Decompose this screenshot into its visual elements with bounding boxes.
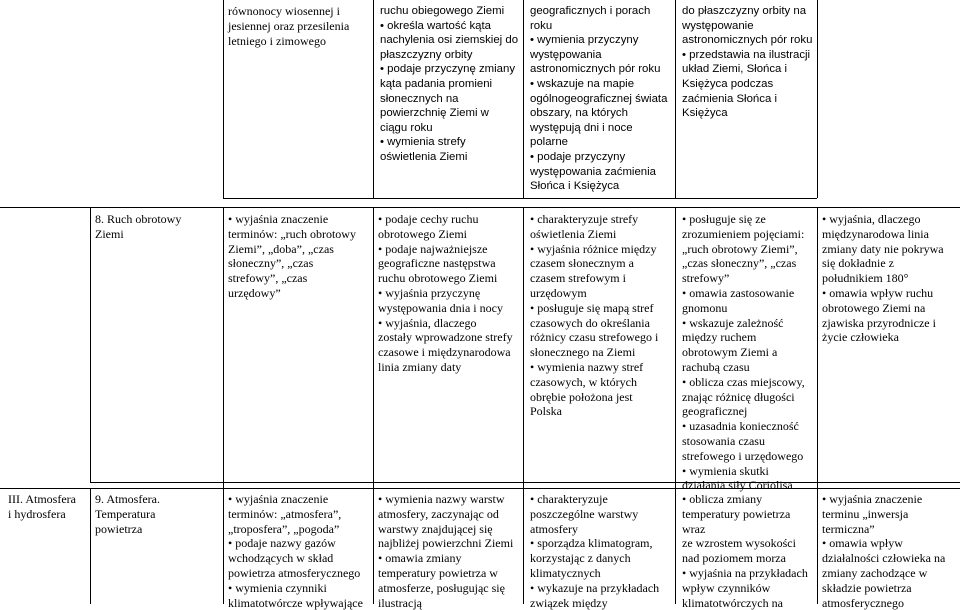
text-line: działania siły Coriolisa [682,478,793,493]
top-c4-cell [530,4,667,194]
text-line: termiczna” [822,521,875,536]
text-line: polarne [530,136,568,149]
text-line: klimatotwórcze wpływające [228,595,363,610]
text-line: • podaje przyczynę zmiany [380,63,516,76]
text-line: wraz [682,521,706,536]
grid-line [90,207,91,482]
text-line: strefowy”, „czas [228,271,308,286]
text-line: składzie powietrza [822,580,912,595]
text-line: • wyjaśnia, dlaczego [822,212,921,226]
text-line: warstwy znajdującej się [378,521,493,536]
text-line: • sporządza klimatogram, [530,536,653,551]
text-line: • podaje nazwy gazów [228,536,336,551]
text-line: Słońca i Księżyca [530,180,620,193]
text-line: terminów: „atmosfera”, [228,506,342,521]
text-line: Księżyca podczas [682,77,774,90]
text-line: • wyjaśnia na przykładach [682,565,808,580]
text-line: temperatury powietrza [682,506,791,521]
row8-c3-cell [378,212,513,375]
text-line: słonecznego na Ziemi [530,345,636,360]
text-line: zmiany zachodzące w [822,565,928,580]
row8-c5-cell [682,212,805,493]
text-line: czasem słonecznym a [530,256,634,271]
text-line: ruchu obiegowego Ziemi [380,5,505,17]
text-line: ruchu obrotowego Ziemi [378,271,498,286]
text-line: układ Ziemi, Słońca i [682,63,788,76]
text-line: równonocy wiosennej i [228,4,340,18]
text-line: • wymienia nazwy stref [530,359,644,374]
text-line: • wymienia przyczyny [530,34,639,47]
text-line: różnicy czasu strefowego i [530,330,659,345]
text-line: południkiem 180° [822,271,909,286]
text-line: ze wzrostem wysokości [682,536,796,551]
text-line: klimatycznych [530,565,601,580]
text-line: się dokładnie z [822,256,894,271]
text-line: • omawia zastosowanie [682,285,795,300]
text-line: wpływ czynników [682,580,771,595]
text-line: zostały wprowadzone strefy [378,330,513,345]
text-line: „troposfera”, „pogoda” [228,521,340,536]
text-line: • wyjaśnia różnice między [530,241,657,256]
text-line: obszary, na których [530,107,628,120]
text-line: Ziemi”, „doba”, „czas [228,241,334,256]
text-line: terminów: „ruch obrotowy [228,226,356,241]
row9-topic-cell [95,492,160,536]
text-line: Temperatura [95,506,156,521]
row8-c2-cell [228,212,356,301]
text-line: słoneczny”, „czas [228,256,314,271]
text-line: • uzasadnia konieczność [682,419,799,434]
text-line: wchodzących w skład [228,551,334,566]
text-line: strefowy” [682,271,730,286]
grid-line [373,207,374,604]
text-line: • wyjaśnia przyczynę [378,285,481,300]
text-line: atmosfery [530,521,578,536]
text-line: czasowe i międzynarodowa [378,345,511,360]
grid-line [523,0,524,198]
text-line: • wymienia czynniki [228,580,327,595]
text-line: zmiany daty nie pokrywa [822,241,944,256]
text-line: • podaje cechy ruchu [378,212,479,226]
text-line: czasowych, w których [530,374,637,389]
text-line: geograficznej [682,404,748,419]
text-line: • omawia wpływ ruchu [822,285,934,300]
text-line: międzynarodowa linia [822,226,929,241]
text-line: temperatury powietrza w [378,565,498,580]
text-line: obrotowym Ziemi a [682,345,778,360]
grid-line [817,207,818,604]
text-line: • omawia zmiany [378,551,462,566]
text-line: czasem strefowym i [530,271,626,286]
text-line: strefowego i urzędowego [682,448,804,463]
grid-line [0,207,960,208]
text-line: najbliżej powierzchni Ziemi [378,536,514,551]
text-line: nad poziomem morza [682,551,786,566]
text-line: • podaje przyczyny [530,150,626,163]
text-line: rachubą czasu [682,359,750,374]
text-line: powietrza [95,521,143,536]
text-line: jesiennej oraz przesilenia [228,18,350,33]
text-line: urzędowym [530,285,587,300]
text-line: • wykazuje na przykładach [530,580,660,595]
text-line: • posługuje się mapą stref [530,300,654,315]
text-line: • omawia wpływ [822,536,903,551]
grid-line [373,0,374,198]
text-line: oświetlenia Ziemi [530,226,617,241]
grid-line [90,488,91,604]
text-line: korzystając z danych [530,551,631,566]
text-line: zjawiska przyrodnicze i [822,315,936,330]
text-line: obrotowego Ziemi [378,226,467,241]
text-line: • wskazuje na mapie [530,77,635,90]
text-line: • podaje najważniejsze [378,241,488,256]
text-line: stosowania czasu [682,433,765,448]
text-line: • wyjaśnia, dlaczego [378,315,477,330]
grid-line [817,0,818,198]
text-line: zrozumieniem pojęciami: [682,226,805,241]
text-line: • wymienia strefy [380,136,466,149]
text-line: obrotowego Ziemi na [822,300,926,315]
text-line: działalności człowieka na [822,551,946,566]
text-line: powierzchnię Ziemi w [380,107,489,120]
text-line: 9. Atmosfera. [95,492,160,506]
top-c5-cell [682,4,812,121]
text-line: • wyjaśnia znaczenie [822,492,923,506]
text-line: ilustracją [378,595,422,610]
text-line: urzędowy” [228,285,281,300]
text-line: • wyjaśnia znaczenie [228,492,329,506]
text-line: występowania [530,48,602,61]
text-line: zaćmienia Słońca i [682,92,777,105]
top-c3-cell [380,4,518,165]
text-line: i hydrosfera [8,506,66,521]
text-line: kąta padania promieni [380,77,493,90]
text-line: do płaszczyzny orbity na [682,5,807,17]
row9-c2-cell [228,492,363,610]
text-line: ogólnogeograficznej świata [530,92,668,105]
text-line: astronomicznych pór roku [682,34,813,47]
text-line: oświetlenia Ziemi [380,150,468,163]
text-line: • charakteryzuje [530,492,608,506]
text-line: 8. Ruch obrotowy [95,212,182,226]
grid-line [675,0,676,198]
text-line: • wskazuje zależność [682,315,784,330]
text-line: • wymienia skutki [682,463,769,478]
text-line: atmosfery, zaczynając od [378,506,499,521]
text-line: atmosferze, posługując się [378,580,505,595]
text-line: występowania zaćmienia [530,165,656,178]
text-line: astronomicznych pór roku [530,63,661,76]
text-line: między ruchem [682,330,757,345]
text-line: terminu „inwersja [822,506,909,521]
text-line: Księżyca [682,107,728,120]
text-line: III. Atmosfera [8,492,76,506]
text-line: atmosferycznego [822,595,904,610]
text-line: • oblicza czas miejscowy, [682,374,805,389]
row9-c6-cell [822,492,945,610]
text-line: linia zmiany daty [378,359,462,374]
text-line: geograficzne następstwa [378,256,496,271]
text-line: znając różnicę długości [682,389,795,404]
text-line: roku [530,19,553,32]
text-line: • przedstawia na ilustracji [682,48,811,61]
text-line: związek między [530,595,608,610]
grid-line [675,207,676,604]
text-line: klimatotwórczych na [682,595,783,610]
text-line: obrębie położona jest [530,389,633,404]
text-line: • posługuje się ze [682,212,766,226]
text-line: gnomonu [682,300,728,315]
text-line: geograficznych i porach [530,5,651,17]
row8-topic-cell [95,212,181,242]
text-line: „ruch obrotowy Ziemi”, [682,241,798,256]
text-line: Polska [530,404,563,419]
text-line: ciągu roku [380,121,433,134]
text-line: letniego i zimowego [228,33,326,48]
row9-section-cell [8,492,76,522]
text-line: poszczególne warstwy [530,506,639,521]
text-line: występują dni i noce [530,121,633,134]
text-line: • wymienia nazwy warstw [378,492,505,506]
text-line: nachylenia osi ziemskiej do [380,34,519,47]
row9-c3-cell [378,492,513,610]
grid-line [90,482,960,483]
grid-line [0,488,960,489]
text-line: • wyjaśnia znaczenie [228,212,329,226]
text-line: • oblicza zmiany [682,492,763,506]
text-line: „czas słoneczny”, „czas [682,256,797,271]
row8-c6-cell [822,212,944,345]
row9-c4-cell [530,492,659,610]
text-line: słonecznych na [380,92,459,105]
text-line: powietrza atmosferycznego [228,565,361,580]
row9-c5-cell [682,492,808,610]
text-line: płaszczyzny orbity [380,48,473,61]
top-c2-cell [228,4,349,48]
grid-line [223,0,224,198]
grid-line [223,207,224,604]
row8-c4-cell [530,212,658,419]
text-line: Ziemi [95,226,124,241]
text-line: • określa wartość kąta [380,19,491,32]
text-line: występowania dnia i nocy [378,300,503,315]
text-line: • charakteryzuje strefy [530,212,639,226]
text-line: życie człowieka [822,330,899,345]
grid-line [523,207,524,604]
text-line: występowanie [682,19,754,32]
text-line: czasowych do określania [530,315,650,330]
grid-line [223,198,817,199]
